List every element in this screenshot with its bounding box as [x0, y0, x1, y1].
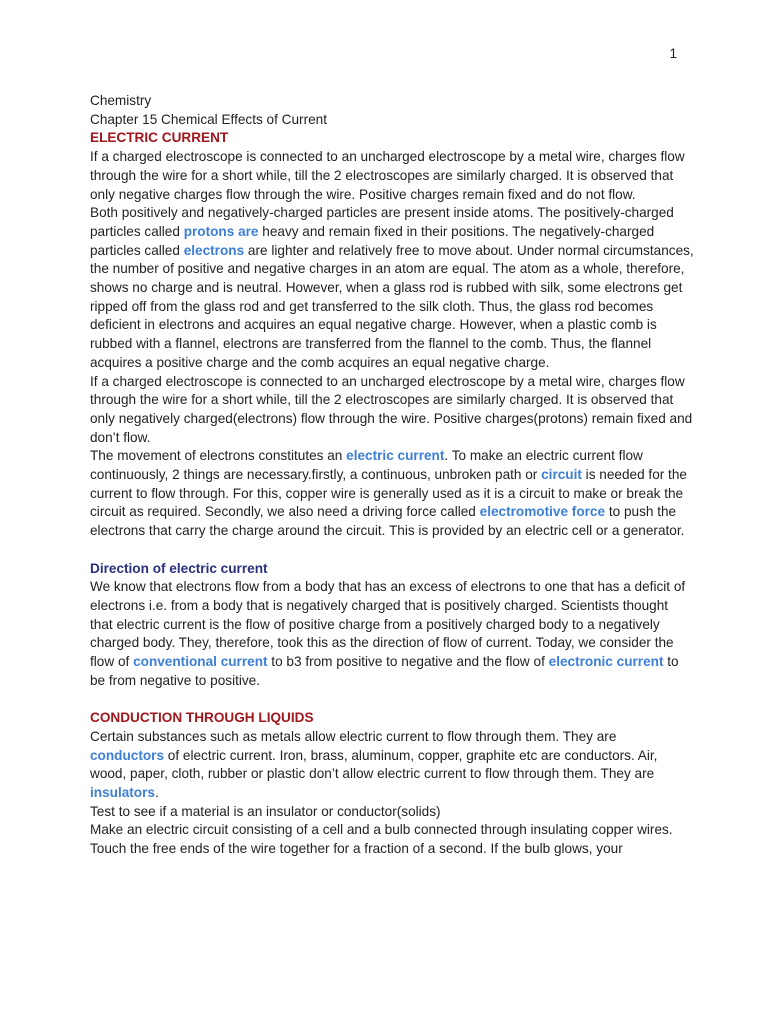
- keyword-electronic-current: electronic current: [548, 654, 664, 670]
- keyword-electromotive-force: electromotive force: [479, 504, 606, 520]
- keyword-conductors: conductors: [90, 747, 165, 763]
- chapter-title: Chapter 15 Chemical Effects of Current: [90, 111, 327, 127]
- paragraph-movement: The movement of electrons constitutes an electric current. To make an electric current flow continuously, 2 things are necessary.firstly, a continuous, unbroken path or circuit is needed for the current to flow through. For this, copper wire is generally used as it is a circuit to make or break the circuit as required. Secondly, we also need a driving force called electromotive force to push the electrons that carry the charge around the circuit. This is provided by an electric cell or a generator.: [90, 448, 687, 539]
- paragraph-test-heading: Test to see if a material is an insulator or conductor(solids): [90, 803, 441, 819]
- paragraph-circuit-test: Make an electric circuit consisting of a cell and a bulb connected through insulating copper wires. Touch the free ends of the wire together for a fraction of a second. If the bulb glows, your: [90, 822, 673, 857]
- document-body: [90, 92, 694, 859]
- heading-conduction: CONDUCTION THROUGH LIQUIDS: [90, 710, 314, 726]
- paragraph-electroscope-2: If a charged electroscope is connected to an uncharged electroscope by a metal wire, charges flow through the wire for a short while, till the 2 electroscopes are similarly charged. It is observed that only negatively charged(electrons) flow through the wire. Positive charges(protons) remain fixed and don’t flow.: [90, 373, 693, 445]
- subject-line: Chemistry: [90, 93, 152, 108]
- spacer: [90, 690, 694, 709]
- paragraph-conductors: Certain substances such as metals allow electric current to flow through them. They are conductors of electric current. Iron, brass, aluminum, copper, graphite etc are conductors. Air, wood, paper, cloth, rubber or plastic don’t allow electric current to flow through them. They are insulators.: [90, 728, 658, 800]
- paragraph-atoms: Both positively and negatively-charged particles are present inside atoms. The positively-charged particles called protons are heavy and remain fixed in their positions. The negatively-charged particles called electrons are lighter and relatively free to move about. Under normal circumstances, the number of positive and negative charges in an atom are equal. The atom as a whole, therefore, shows no charge and is neutral. However, when a glass rod is rubbed with silk, some electrons get ripped off from the glass rod and get transferred to the silk cloth. Thus, the glass rod becomes deficient in electrons and acquires an equal negative charge. However, when a plastic comb is rubbed with a flannel, electrons are transferred from the flannel to the comb. Thus, the flannel acquires a positive charge and the comb acquires an equal negative charge.: [90, 205, 694, 370]
- keyword-conventional-current: conventional current: [133, 654, 268, 670]
- paragraph-direction: We know that electrons flow from a body that has an excess of electrons to one that has a deficit of electrons i.e. from a body that is negatively charged that is positively charged. Scientists thought that electric current is the flow of positive charge from a positively charged body to a negatively charged body. They, therefore, took this as the direction of flow of current. Today, we consider the flow of conventional current to b3 from positive to negative and the flow of electronic current to be from negative to positive.: [90, 579, 686, 688]
- spacer: [90, 541, 694, 560]
- keyword-protons: protons are: [183, 223, 259, 239]
- paragraph-electroscope: If a charged electroscope is connected to an uncharged electroscope by a metal wire, charges flow through the wire for a short while, till the 2 electroscopes are similarly charged. It is observed that only negative charges flow through the wire. Positive charges remain fixed and do not flow.: [90, 149, 685, 202]
- keyword-electric-current: electric current: [346, 448, 445, 464]
- page-number: 1: [669, 46, 677, 61]
- heading-direction: Direction of electric current: [90, 560, 268, 576]
- keyword-insulators: insulators: [90, 784, 155, 800]
- keyword-electrons: electrons: [183, 242, 245, 258]
- heading-electric-current: ELECTRIC CURRENT: [90, 130, 229, 146]
- keyword-circuit: circuit: [541, 467, 582, 483]
